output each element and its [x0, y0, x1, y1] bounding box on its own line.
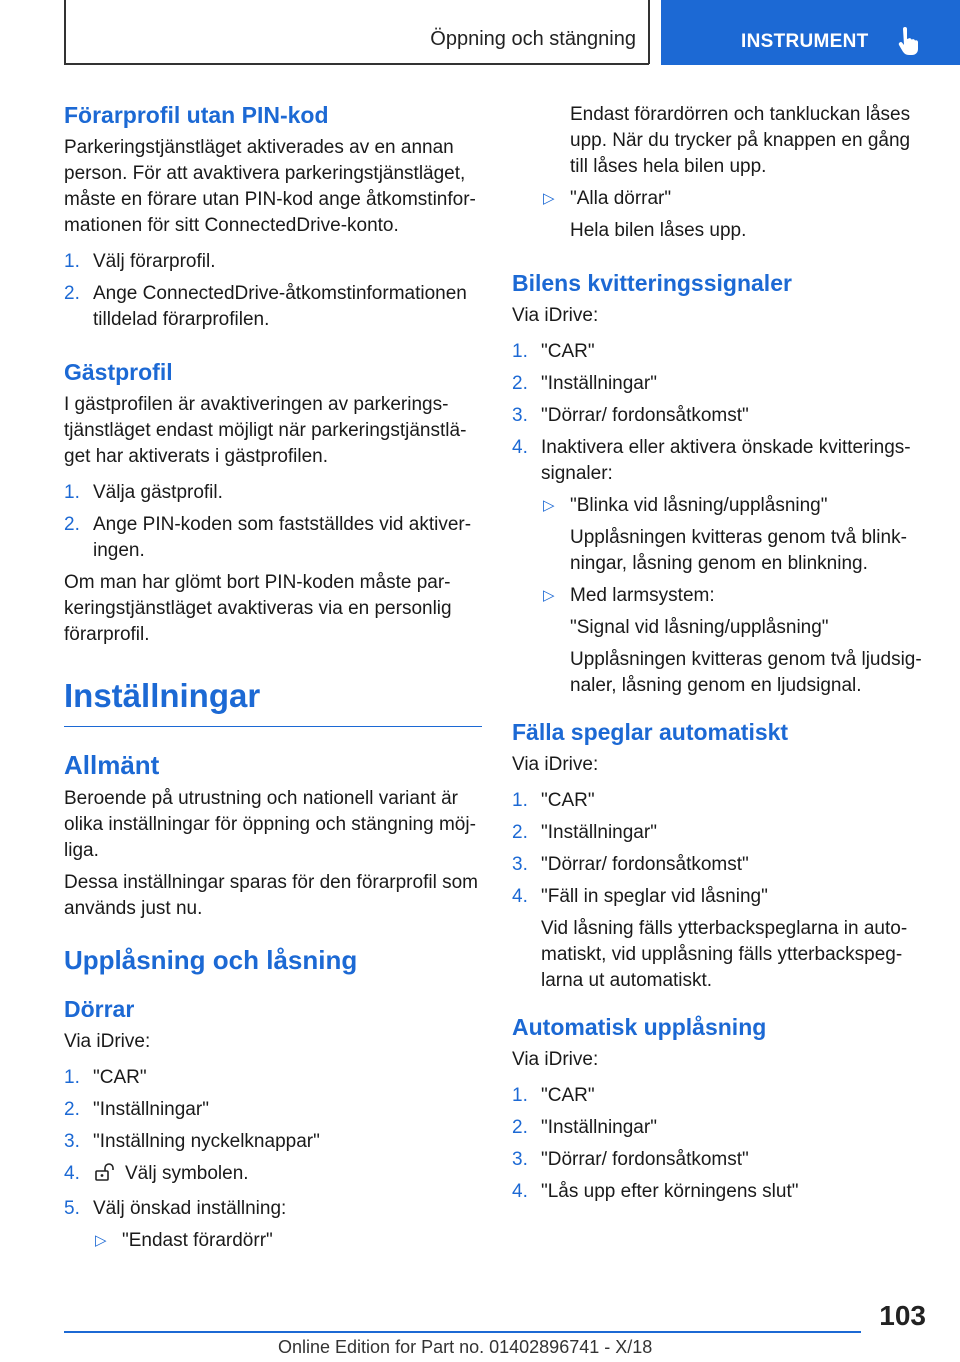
options-list: [93, 1228, 482, 1254]
step-text: Välj förarprofil.: [93, 251, 216, 272]
hand-pointer-icon: [897, 26, 919, 62]
option-text: "Blinka vid låsning/upplåsning": [570, 495, 828, 516]
steps-list: [512, 1083, 924, 1205]
list-item: [64, 1097, 482, 1123]
step-text: "Inställningar": [541, 1117, 657, 1138]
list-item: [64, 1065, 482, 1091]
step-number: 3.: [64, 1131, 80, 1152]
step-number: 5.: [64, 1198, 80, 1219]
paragraph: I gästprofilen är avaktiveringen av parkeringstjänstläget endast möjligt när parkeringstjänstläget har aktiverats i gästprofilen.: [64, 394, 467, 467]
header-section-title: Öppning och stängning: [430, 28, 636, 50]
list-item: [512, 435, 924, 699]
step-text: Välja gästprofil.: [93, 482, 223, 503]
list-item: [64, 480, 482, 506]
paragraph: Beroende på utrustning och nationell variant är olika inställningar för öppning och stängning möjliga.: [64, 788, 476, 861]
steps-list: [512, 339, 924, 699]
list-item: [512, 371, 924, 397]
step-number: 1.: [512, 790, 528, 811]
list-item: [512, 852, 924, 878]
option-item: [93, 1228, 482, 1254]
list-item: [512, 884, 924, 994]
heading-doors: Dörrar: [64, 996, 135, 1022]
step-number: 2.: [64, 283, 80, 304]
steps-list: [64, 1065, 482, 1254]
heading-unlocking-locking: Upplåsning och låsning: [64, 945, 358, 975]
option-text: "Endast förardörr": [122, 1230, 273, 1251]
via-idrive: Via iDrive:: [64, 1031, 151, 1052]
step-number: 2.: [512, 373, 528, 394]
triangle-bullet-icon: ▷: [543, 190, 555, 207]
step-text: Ange ConnectedDrive-åtkomstinformationen tilldelad förarprofilen.: [93, 283, 467, 330]
step-text: "Inställningar": [541, 373, 657, 394]
option-description: Endast förardörren och tankluckan låses upp. När du trycker på knappen en gång till låses hela bilen upp.: [570, 104, 911, 177]
step-text: Ange PIN-koden som fastställdes vid aktiveringen.: [93, 514, 472, 561]
step-text: "Dörrar/ fordonsåtkomst": [541, 854, 749, 875]
heading-driver-profile-without-pin: Förarprofil utan PIN-kod: [64, 102, 329, 128]
list-item: [512, 1083, 924, 1109]
step-text: Välj önskad inställning:: [93, 1198, 287, 1219]
step-text: Inaktivera eller aktivera önskade kvitteringssignaler:: [541, 437, 911, 484]
list-item: [64, 1129, 482, 1155]
paragraph: Dessa inställningar sparas för den förarprofil som används just nu.: [64, 872, 478, 919]
list-item: [512, 403, 924, 429]
step-number: 2.: [512, 822, 528, 843]
list-item: [64, 249, 482, 275]
chapter-tab[interactable]: [661, 0, 960, 65]
footer-edition: Online Edition for Part no. 01402896741 - X/18: [278, 1337, 653, 1357]
step-text: "CAR": [541, 341, 595, 362]
step-description: Vid låsning fälls ytterbackspeglarna in automatiskt, vid upplåsning fälls ytterbackspeglarna ut automatiskt.: [541, 918, 908, 991]
step-number: 4.: [64, 1163, 80, 1184]
via-idrive: Via iDrive:: [512, 305, 599, 326]
triangle-bullet-icon: ▷: [543, 587, 555, 604]
step-number: 2.: [512, 1117, 528, 1138]
step-text: Välj symbolen.: [125, 1163, 249, 1184]
paragraph: Om man har glömt bort PIN-koden måste parkeringstjänstläget avaktiveras via en personlig förarprofil.: [64, 572, 452, 645]
option-description: Upplåsningen kvitteras genom två ljudsignaler, låsning genom en ljudsignal.: [570, 649, 922, 696]
step-text: "Inställningar": [93, 1099, 209, 1120]
step-number: 3.: [512, 405, 528, 426]
heading-guest-profile: Gästprofil: [64, 359, 173, 385]
step-number: 3.: [512, 1149, 528, 1170]
step-number: 1.: [512, 1085, 528, 1106]
list-item: [64, 1196, 482, 1254]
option-description: Upplåsningen kvitteras genom två blinkningar, låsning genom en blinkning.: [570, 527, 907, 574]
heading-acknowledgement-signals: Bilens kvitteringssignaler: [512, 270, 792, 296]
step-number: 1.: [64, 1067, 80, 1088]
step-number: 4.: [512, 1181, 528, 1202]
list-item: [512, 788, 924, 814]
step-text: "CAR": [541, 790, 595, 811]
option-text: Med larmsystem:: [570, 585, 715, 606]
heading-automatic-unlocking: Automatisk upplåsning: [512, 1014, 767, 1040]
unlock-icon: [93, 1162, 115, 1190]
options-list: [512, 186, 924, 244]
list-item: [512, 1115, 924, 1141]
triangle-bullet-icon: ▷: [95, 1232, 107, 1249]
option-text: "Alla dörrar": [570, 188, 672, 209]
header-rule-bottom: [64, 63, 649, 65]
via-idrive: Via iDrive:: [512, 754, 599, 775]
step-number: 2.: [64, 514, 80, 535]
chapter-tab-label: INSTRUMENT: [741, 31, 869, 52]
step-number: 3.: [512, 854, 528, 875]
chapter-heading-settings: Inställningar: [64, 676, 482, 727]
steps-list: [64, 249, 482, 333]
step-text: "Dörrar/ fordonsåtkomst": [541, 1149, 749, 1170]
option-item: [541, 186, 924, 212]
list-item: [64, 1161, 482, 1190]
list-item: [512, 820, 924, 846]
list-item: [64, 281, 482, 333]
steps-list: [512, 788, 924, 994]
option-description: Hela bilen låses upp.: [570, 220, 747, 241]
list-item: [64, 512, 482, 564]
heading-general: Allmänt: [64, 750, 160, 780]
step-text: "Inställningar": [541, 822, 657, 843]
via-idrive: Via iDrive:: [512, 1049, 599, 1070]
footer-rule: [64, 1331, 861, 1333]
option-item: [541, 583, 924, 609]
triangle-bullet-icon: ▷: [543, 497, 555, 514]
heading-fold-mirrors: Fälla speglar automatiskt: [512, 719, 789, 745]
step-text: "CAR": [93, 1067, 147, 1088]
options-list: [541, 493, 924, 699]
step-text: "Inställning nyckelknappar": [93, 1131, 320, 1152]
left-column: [64, 100, 482, 1260]
step-number: 2.: [64, 1099, 80, 1120]
step-number: 4.: [512, 437, 528, 458]
right-column: [512, 102, 924, 1211]
step-text: "Lås upp efter körningens slut": [541, 1181, 799, 1202]
step-text: "CAR": [541, 1085, 595, 1106]
step-number: 4.: [512, 886, 528, 907]
steps-list: [64, 480, 482, 564]
step-number: 1.: [64, 251, 80, 272]
header-rule-right: [648, 0, 650, 64]
step-number: 1.: [512, 341, 528, 362]
page-number: 103: [879, 1300, 926, 1331]
step-number: 1.: [64, 482, 80, 503]
step-text: "Fäll in speglar vid låsning": [541, 886, 768, 907]
list-item: [512, 1147, 924, 1173]
step-text: "Dörrar/ fordonsåtkomst": [541, 405, 749, 426]
option-item: [541, 493, 924, 519]
paragraph: Parkeringstjänstläget aktiverades av en annan person. För att avaktivera parkeringstjänstläget, måste en förare utan PIN-kod ange åtkomstinformationen för sitt ConnectedDrive-konto.: [64, 137, 476, 236]
option-name: "Signal vid låsning/upplåsning": [570, 617, 829, 638]
list-item: [512, 339, 924, 365]
list-item: [512, 1179, 924, 1205]
